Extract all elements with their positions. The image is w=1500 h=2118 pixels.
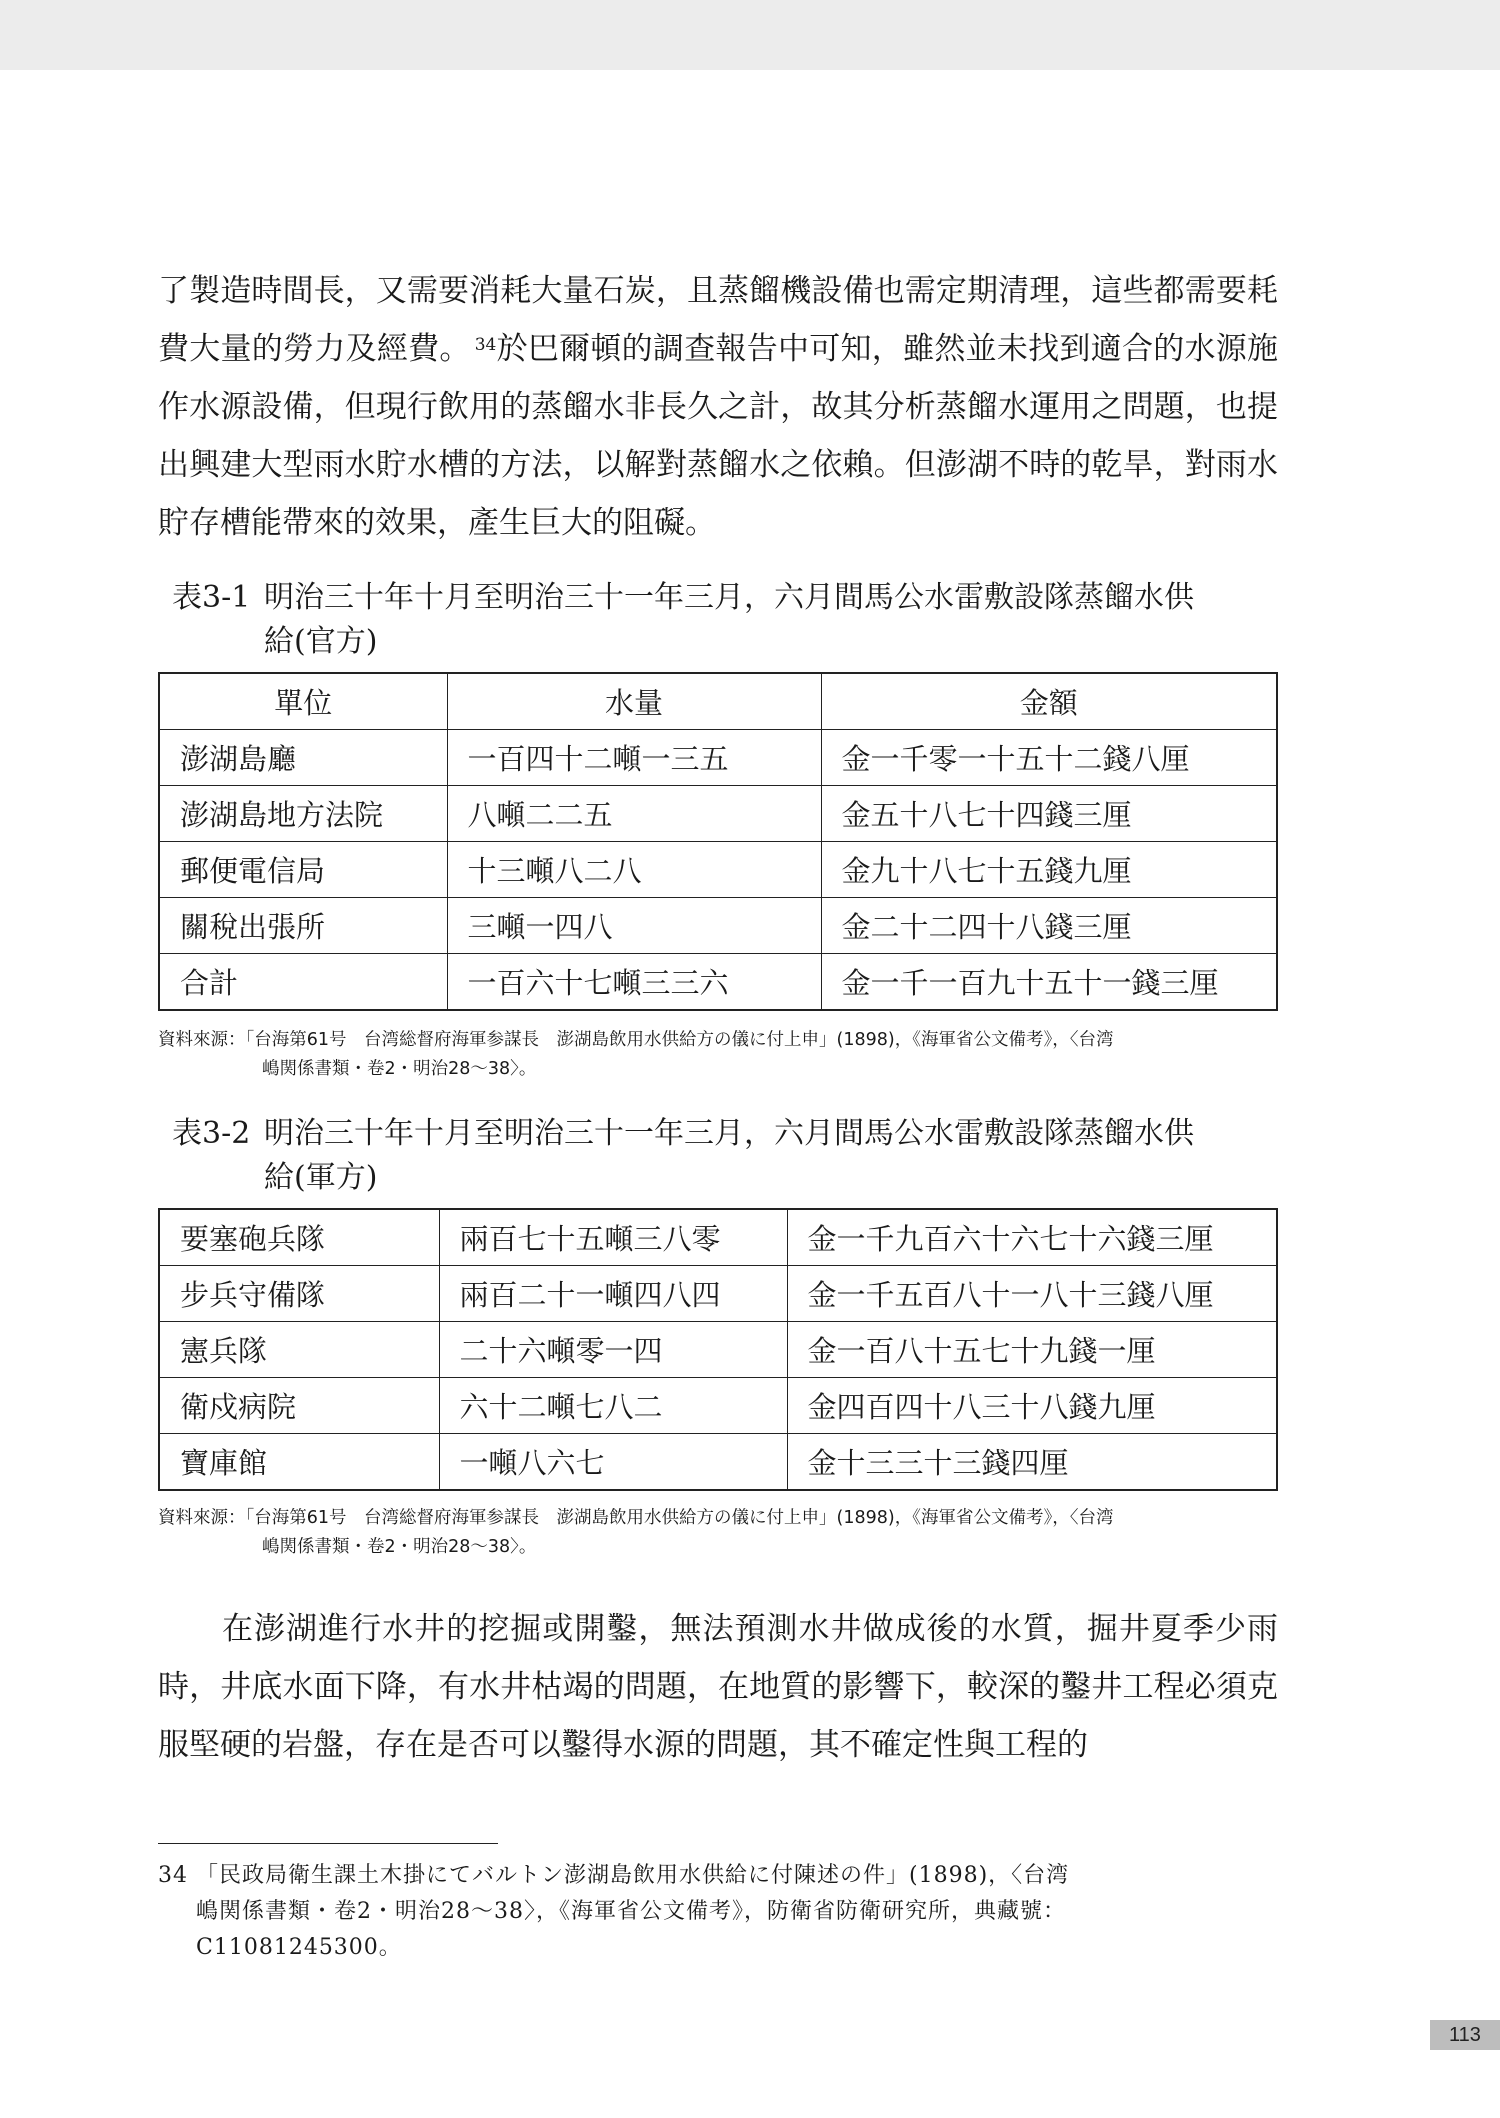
table-cell: 金四百四十八三十八錢九厘	[787, 1378, 1277, 1434]
table-2-source	[158, 1504, 1278, 1562]
table-1-header-cost: 金額	[821, 673, 1277, 730]
table-cell: 八噸二二五	[447, 786, 821, 842]
table-cell: 憲兵隊	[159, 1322, 439, 1378]
table-2	[158, 1208, 1278, 1491]
table-cell: 金九十八七十五錢九厘	[821, 842, 1277, 898]
table-cell: 兩百七十五噸三八零	[439, 1209, 787, 1266]
table-1-caption-number: 表3-1	[172, 580, 251, 615]
table-row	[159, 786, 1277, 842]
table-cell: 衛戍病院	[159, 1378, 439, 1434]
table-cell: 寶庫館	[159, 1434, 439, 1491]
table-cell: 關稅出張所	[159, 898, 447, 954]
table-2-source-line-2: 嶋関係書類・卷2・明治28～38〉。	[262, 1537, 537, 1557]
table-cell: 金五十八七十四錢三厘	[821, 786, 1277, 842]
table-cell: 澎湖島廳	[159, 730, 447, 786]
table-row	[159, 1322, 1277, 1378]
table-row	[159, 842, 1277, 898]
body-paragraph-2: 在澎湖進行水井的挖掘或開鑿，無法預測水井做成後的水質，掘井夏季少雨時，井底水面下降，有水井枯竭的問題，在地質的影響下，較深的鑿井工程必須克服堅硬的岩盤，存在是否可以鑿得水源的問題，其不確定性與工程的	[158, 1611, 1278, 1763]
table-1-header-row	[159, 673, 1277, 730]
footnote-line-2: 嶋関係書類・卷2・明治28～38〉，《海軍省公文備考》，防衛省防衛研究所，典藏號：	[196, 1899, 1066, 1924]
scan-top-strip	[0, 0, 1500, 70]
table-1-header-amount: 水量	[447, 673, 821, 730]
table-cell: 郵便電信局	[159, 842, 447, 898]
footnote-line-1: 「民政局衛生課土木掛にてバルトン澎湖島飲用水供給に付陳述の件」(1898)，〈台湾	[196, 1863, 1070, 1888]
table-1	[158, 672, 1278, 1011]
table-cell: 步兵守備隊	[159, 1266, 439, 1322]
table-row	[159, 730, 1277, 786]
table-cell: 金一千一百九十五十一錢三厘	[821, 954, 1277, 1011]
table-cell: 一百六十七噸三三六	[447, 954, 821, 1011]
table-row	[159, 1209, 1277, 1266]
table-2-caption-line-1: 明治三十年十月至明治三十一年三月，六月間馬公水雷敷設隊蒸餾水供	[264, 1116, 1194, 1151]
table-cell: 三噸一四八	[447, 898, 821, 954]
table-cell: 一噸八六七	[439, 1434, 787, 1491]
table-row	[159, 1434, 1277, 1491]
table-cell: 要塞砲兵隊	[159, 1209, 439, 1266]
page-number: 113	[1430, 2020, 1500, 2050]
table-cell: 兩百二十一噸四八四	[439, 1266, 787, 1322]
table-1-source	[158, 1026, 1278, 1084]
table-cell: 金一千零一十五十二錢八厘	[821, 730, 1277, 786]
table-cell: 澎湖島地方法院	[159, 786, 447, 842]
table-1-caption-line-1: 明治三十年十月至明治三十一年三月，六月間馬公水雷敷設隊蒸餾水供	[264, 580, 1194, 615]
table-cell: 二十六噸零一四	[439, 1322, 787, 1378]
footnote	[158, 1858, 1278, 1966]
table-cell: 金十三三十三錢四厘	[787, 1434, 1277, 1491]
table-2-source-line-1: 資料來源：「台海第61号 台湾総督府海軍参謀長 澎湖島飲用水供給方の儀に付上申」(1898)，《海軍省公文備考》，〈台湾	[158, 1508, 1114, 1528]
table-cell: 十三噸八二八	[447, 842, 821, 898]
table-cell: 金一百八十五七十九錢一厘	[787, 1322, 1277, 1378]
footnote-number: 34	[158, 1863, 188, 1888]
footnote-divider	[158, 1843, 498, 1844]
body-paragraph-1-text: 了製造時間長，又需要消耗大量石炭，且蒸餾機設備也需定期清理，這些都需要耗費大量的勞力及經費。	[158, 273, 1278, 367]
body-paragraph-1-rest: 於巴爾頓的調查報告中可知，雖然並未找到適合的水源施作水源設備，但現行飲用的蒸餾水非長久之計，故其分析蒸餾水運用之問題，也提出興建大型雨水貯水槽的方法，以解對蒸餾水之依賴。但澎湖不時的乾旱，對雨水貯存槽能帶來的效果，產生巨大的阻礙。	[158, 331, 1279, 541]
footnote-reference[interactable]: 34	[474, 335, 497, 355]
table-cell: 金一千九百六十六七十六錢三厘	[787, 1209, 1277, 1266]
table-cell: 六十二噸七八二	[439, 1378, 787, 1434]
table-1-source-line-1: 資料來源：「台海第61号 台湾総督府海軍参謀長 澎湖島飲用水供給方の儀に付上申」(1898)，《海軍省公文備考》，〈台湾	[158, 1030, 1114, 1050]
footnote-line-3: C11081245300。	[196, 1935, 402, 1960]
table-cell: 合計	[159, 954, 447, 1011]
table-row	[159, 1378, 1277, 1434]
table-2-caption-number: 表3-2	[172, 1116, 251, 1151]
table-1-source-line-2: 嶋関係書類・卷2・明治28～38〉。	[262, 1059, 537, 1079]
table-row	[159, 898, 1277, 954]
table-cell: 一百四十二噸一三五	[447, 730, 821, 786]
table-row	[159, 1266, 1277, 1322]
table-1-caption-line-2: 給(官方)	[264, 624, 378, 659]
body-paragraph-1	[158, 262, 1278, 552]
table-2-caption-line-2: 給(軍方)	[264, 1160, 378, 1195]
table-1-caption	[172, 576, 1272, 664]
table-1-header-unit: 單位	[159, 673, 447, 730]
table-cell: 金二十二四十八錢三厘	[821, 898, 1277, 954]
table-2-caption	[172, 1112, 1272, 1200]
table-cell: 金一千五百八十一八十三錢八厘	[787, 1266, 1277, 1322]
table-row-total	[159, 954, 1277, 1011]
